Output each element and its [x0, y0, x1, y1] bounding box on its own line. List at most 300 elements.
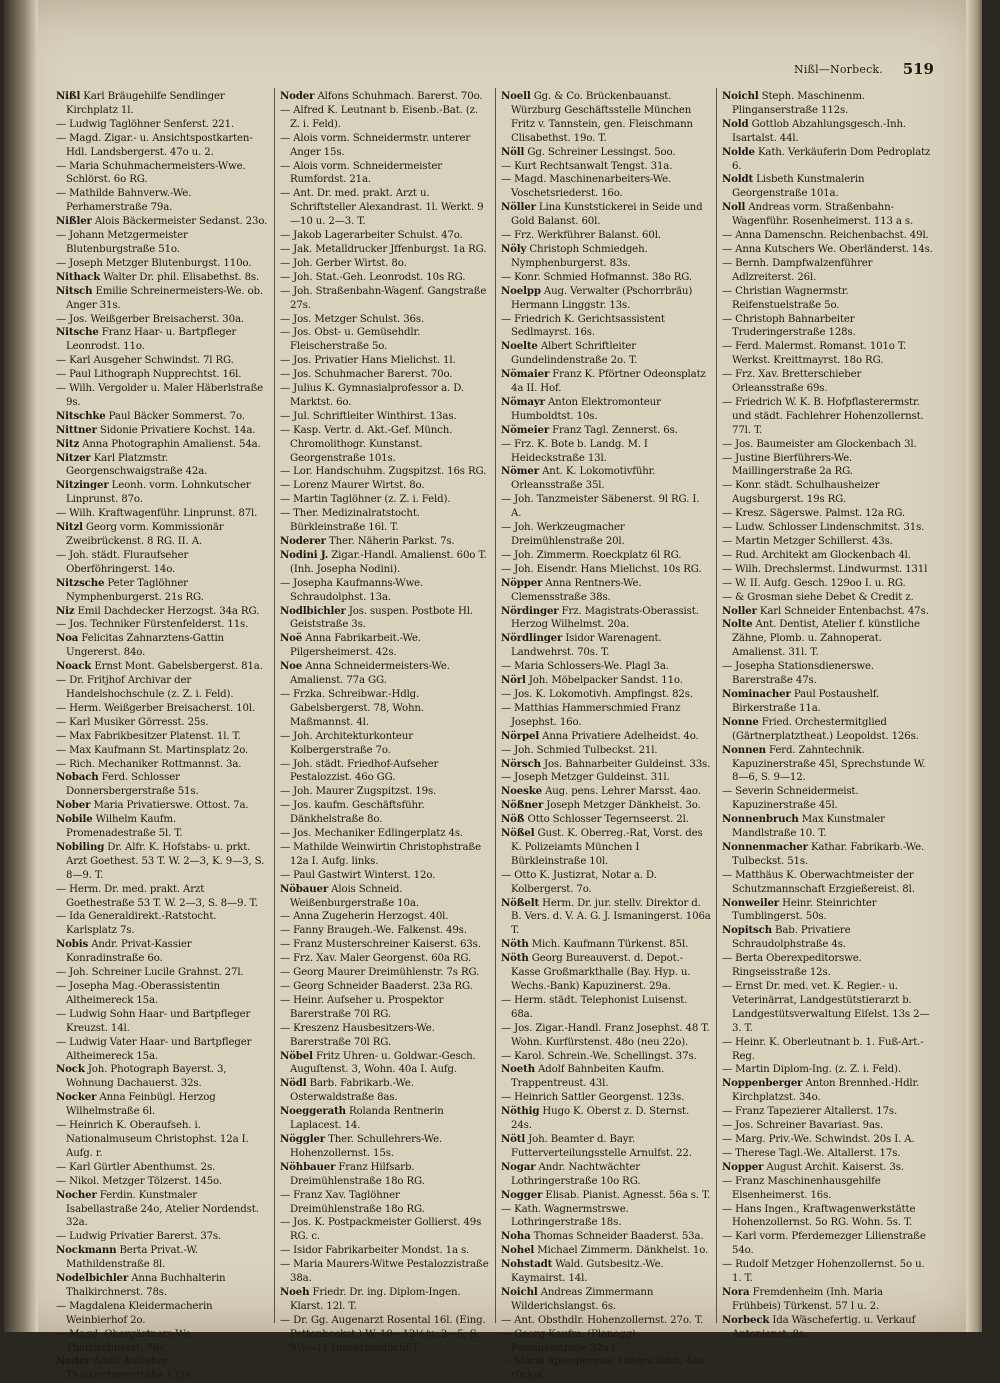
entry-details: Joseph Metzger Blutenburgst. 110o.	[69, 257, 252, 269]
directory-entry: — Magdalena Kleidermacherin Weinbierhof 2o.	[56, 1300, 213, 1326]
directory-entry	[501, 1133, 711, 1161]
entry-surname: Nömeier	[501, 423, 550, 436]
directory-entry	[280, 549, 490, 577]
entry-surname: Nobis	[56, 938, 89, 951]
entry-surname: Nitzl	[56, 521, 83, 534]
directory-entry	[280, 883, 490, 911]
entry-surname: Nöpper	[501, 576, 543, 589]
directory-entry	[56, 1244, 268, 1272]
entry-details: Herm. Dr. jur. stellv. Direktor d. B. Vers. d. V. A. G. J. Ismaningerst. 106a T.	[511, 897, 711, 937]
directory-entry: — Alfred K. Leutnant b. Eisenb.-Bat. (z. Z. i. Feld).	[280, 104, 478, 130]
directory-entry	[56, 521, 268, 549]
entry-details: Martin Diplom-Ing. (z. Z. i. Feld).	[735, 1064, 901, 1076]
entry-surname: Nocker	[56, 1091, 97, 1104]
entry-surname: Nittner	[56, 423, 97, 436]
column-rule	[495, 88, 496, 1323]
directory-entry: — Magd. Maschinenarbeiters-We. Voschetsriederst. 16o.	[501, 174, 672, 200]
entry-details: August Archit. Kaiserst. 3s.	[766, 1161, 904, 1173]
entry-surname: Nördinger	[501, 604, 559, 617]
entry-surname: Nonnenbruch	[722, 813, 799, 826]
entry-surname: Noeh	[280, 1285, 310, 1298]
entry-surname: Nitzer	[56, 451, 91, 464]
directory-entry	[56, 813, 268, 841]
directory-entry	[501, 785, 711, 799]
directory-entry: — Therese Tagl.-We. Altallerst. 17s.	[722, 1147, 901, 1159]
entry-details: Paul Bäcker Sommerst. 7o.	[108, 410, 245, 422]
directory-entry: — Kasp. Vertr. d. Akt.-Gef. Münch. Chromolithogr. Kunstanst. Georgenstraße 101s.	[280, 424, 453, 464]
entry-details: Alois vorm. Schneidermstr. unterer Anger 15s.	[290, 132, 471, 158]
directory-entry: — Jos. Zigar.-Handl. Franz Josephst. 48 T. Wohn. Kurfürstenst. 48o (neu 22o).	[501, 1022, 710, 1048]
entry-surname: Noldt	[722, 173, 754, 186]
entry-details: Johann Metzgermeister Blutenburgstraße 51o.	[66, 230, 188, 255]
entry-surname: Nolte	[722, 618, 753, 631]
directory-entry: — Franz Xav. Taglöhner Dreimühlenstraße 18o RG.	[280, 1189, 425, 1215]
entry-surname: Nißler	[56, 215, 92, 228]
entry-details: Andreas vorm. Straßenbahn-Wagenführ. Rosenheimerst. 113 a s.	[732, 202, 914, 228]
entry-surname: Nörpel	[501, 729, 540, 742]
directory-entry: — Jos. Weißgerber Breisacherst. 30a.	[56, 313, 244, 325]
directory-entry	[501, 674, 711, 688]
entry-details: Frz. Magistrats-Oberassist. Herzog Wilhelmst. 20a.	[511, 605, 699, 631]
directory-entry	[501, 1258, 711, 1286]
entry-details: Ferd. Schlosser Donnersbergerstraße 51s.	[66, 772, 199, 798]
directory-entry: — Martin Diplom-Ing. (z. Z. i. Feld).	[722, 1064, 901, 1076]
entry-details: Ant. Obsthdlr. Hohenzollernst. 27o. T.	[514, 1314, 704, 1326]
entry-details: Heinr. Aufseher u. Prospektor Barerstraße 70l RG.	[290, 994, 444, 1020]
entry-surname: Noller	[722, 604, 757, 617]
entry-surname: Noichl	[722, 90, 759, 102]
entry-details: Karl Bräugehilfe Sendlinger Kirchplatz 1l.	[66, 91, 225, 116]
entry-details: Joh. städt. Friedhof-Aufseher Pestalozzist. 46o GG.	[290, 758, 439, 784]
directory-entry: — Frz. Xav. Maler Georgenst. 60a RG.	[280, 953, 472, 965]
entry-details: Frz. K. Bote b. Landg. M. I Heideckstraße 13l.	[511, 438, 648, 464]
directory-entry: — Ludwig Privatier Barerst. 37s.	[56, 1231, 222, 1243]
directory-entry: — Joh. städt. Fluraufseher Oberföhringerst. 14o.	[56, 549, 189, 575]
entry-details: Kathar. Fabrikarb.-We. Tulbeckst. 51s.	[732, 841, 925, 867]
entry-surname: Nohstadt	[501, 1258, 553, 1271]
directory-entry: — Dr. Fritjhof Archivar der Handelshochschule (z. Z. i. Feld).	[56, 675, 234, 700]
entry-surname: Nöthig	[501, 1105, 540, 1118]
directory-entry: — Joh. Schmied Tulbeckst. 21l.	[501, 744, 658, 756]
entry-details: Jos. kaufm. Geschäftsführ. Dänkhelstraße 8o.	[290, 800, 425, 826]
directory-entry	[501, 1161, 711, 1189]
entry-surname: Nopper	[722, 1160, 764, 1173]
directory-entry	[280, 1050, 490, 1078]
directory-entry	[501, 1189, 711, 1203]
entry-details: Nikol. Metzger Tölzerst. 145o.	[69, 1175, 222, 1187]
entry-details: Joh. Photograph Bayerst. 3, Wohnung Dachauerst. 32s.	[66, 1064, 227, 1090]
entry-details: Heinr. Steinrichter Tumblingerst. 50s.	[732, 897, 877, 923]
entry-details: Ernst Dr. med. vet. K. Regier.- u. Veterinärrat, Landgestütstierarzt b. Landgestütsverwaltung Eiſelst. 13s 2—3. T.	[732, 981, 930, 1034]
directory-entry: — Kreszenz Hausbesitzers-We. Barerstraße 70l RG.	[280, 1022, 435, 1048]
directory-entry	[280, 1133, 490, 1161]
directory-entry: — Justine Bierführers-We. Maillingerstraße 2a RG.	[722, 452, 853, 478]
directory-entry: — Isidor Fabrikarbeiter Mondst. 1a s.	[280, 1245, 470, 1257]
entry-details: Joh. Zimmerm. Roeckplatz 6l RG.	[514, 549, 682, 561]
directory-entry	[280, 535, 490, 549]
directory-entry: — Jos. Mechaniker Edlingerplatz 4s.	[280, 828, 463, 840]
entry-details: Alfons Schuhmach. Barerst. 70o.	[317, 91, 483, 102]
directory-entry: — Wilh. Kraftwagenführ. Linprunst. 87l.	[56, 508, 258, 520]
entry-surname: Nöth	[501, 952, 529, 965]
directory-entry	[56, 410, 268, 424]
directory-entry	[722, 118, 934, 146]
entry-details: Ant. K. Lokomotivführ. Orleansstraße 35l.	[511, 466, 656, 492]
entry-details: W. II. Aufg. Gesch. 129oo I. u. RG.	[735, 577, 906, 589]
entry-surname: Nöth	[501, 938, 529, 951]
entry-details: Aug. pens. Lehrer Marsst. 4ao.	[545, 786, 701, 798]
entry-details: Jos. Weißgerber Breisacherst. 30a.	[69, 313, 244, 325]
entry-details: Friedr. Dr. ing. Diplom-Ingen. Klarst. 12l. T.	[290, 1286, 461, 1312]
directory-entry	[280, 1077, 490, 1105]
directory-entry: — Josepha Mag.-Oberassistentin Altheimereck 15a.	[56, 981, 220, 1006]
directory-entry: — Heinr. Aufseher u. Prospektor Barerstraße 70l RG.	[280, 994, 444, 1020]
directory-entry: — Josepha Kaufmanns-Wwe. Schraudolphst. 13a.	[280, 577, 424, 603]
entry-details: Heinrich K. Oberaufseh. i. Nationalmuseum Christophst. 12a I. Aufg. r.	[66, 1120, 249, 1159]
entry-surname: Nöly	[501, 242, 527, 255]
directory-entry: — Joh. Werkzeugmacher Dreimühlenstraße 20l.	[501, 522, 625, 547]
entry-details: Wilh. Vergolder u. Maler Häberlstraße 9s.	[66, 383, 264, 408]
directory-entry	[722, 716, 934, 744]
entry-details: Herm. Dr. med. prakt. Arzt Goethestraße 53 T. W. 2—3, S. 8—9. T.	[66, 883, 258, 909]
entry-details: Dr. Fritjhof Archivar der Handelshochschule (z. Z. i. Feld).	[66, 675, 234, 700]
entry-details: Anton Elektromonteur Humboldtst. 10s.	[511, 396, 661, 422]
entry-surname: Noelte	[501, 340, 538, 353]
entry-surname: Nominacher	[722, 687, 791, 700]
directory-entry: — Christoph Bahnarbeiter Truderingerstraße 128s.	[722, 313, 856, 339]
entry-details: Gg. & Co. Brückenbauanst. Würzburg Geschäftsstelle München Fritz v. Tannstein, gen. Fleischmann Clisabethst. 19o. T.	[511, 91, 693, 144]
directory-entry	[722, 605, 934, 619]
entry-surname: Nömayr	[501, 395, 545, 408]
entry-details: Lor. Handschuhm. Zugspitzst. 16s RG.	[293, 466, 487, 478]
directory-entry: — Lorenz Maurer Wirtst. 8o.	[280, 480, 425, 492]
entry-details: Karl Platzmstr. Georgenschwaigstraße 42a.	[66, 452, 208, 478]
entry-details: Andr. Nachtwächter Lothringerstraße 10o RG.	[511, 1161, 641, 1187]
entry-details: Mich. Kaufmann Türkenst. 85l.	[531, 939, 689, 951]
directory-entry: — Mathilde Bahnverw.-We. Perhamerstraße 79a.	[56, 188, 192, 214]
entry-surname: Nodlbichler	[280, 604, 346, 617]
directory-entry	[722, 1314, 934, 1342]
entry-details: Anton Brennhed.-Hdlr. Kirchplatzst. 34o.	[732, 1078, 920, 1104]
entry-surname: Norbeck	[722, 1313, 770, 1326]
entry-surname: Nitz	[56, 437, 80, 450]
entry-details: Elisab. Pianist. Agnesst. 56a s. T.	[545, 1189, 711, 1201]
entry-details: Joh. Tanzmeister Säbenerst. 9l RG. I. A.	[511, 494, 700, 520]
entry-details: Alois Bäckermeister Sedanst. 23o.	[94, 216, 268, 228]
directory-entry	[280, 1161, 490, 1189]
directory-entry: — Heinrich Sattler Georgenst. 123s.	[501, 1092, 685, 1104]
entry-details: Berta Privat.-W. Mathildenstraße 8l.	[66, 1245, 198, 1271]
entry-details: Therese Tagl.-We. Altallerst. 17s.	[735, 1147, 901, 1159]
directory-entry	[501, 1105, 711, 1133]
entry-surname: Nörsch	[501, 757, 541, 770]
entry-details: Friedrich W. K. B. Hofpflasterermstr. und städt. Fachlehrer Hohenzollernst. 77l. T.	[732, 396, 924, 436]
directory-entry: — Georg Kaufm. (Planegg) Pasingerstraße 32a l.	[501, 1328, 636, 1354]
entry-surname: Nitzinger	[56, 479, 109, 492]
directory-entry	[56, 660, 268, 674]
directory-entry	[501, 730, 711, 744]
entry-details: Andr. Privat-Kassier Konradinstraße 6o.	[66, 939, 192, 965]
directory-entry: — Georg Schneider Baaderst. 23a RG.	[280, 981, 473, 992]
directory-entry	[56, 1063, 268, 1091]
directory-entry	[280, 90, 490, 104]
directory-entry	[56, 577, 268, 605]
entry-details: Joseph Metzger Dänkhelst. 3o.	[546, 800, 701, 812]
entry-details: Max Fabrikbesitzer Platenst. 1l. T.	[69, 730, 241, 742]
entry-surname: Noppenberger	[722, 1077, 803, 1090]
directory-entry: — Magd. Obergärtners-We. Thalkirchnerst. 78s.	[56, 1328, 194, 1354]
directory-entry: — Martin Taglöhner (z. Z. i. Feld).	[280, 494, 451, 506]
directory-entry	[722, 841, 934, 869]
entry-details: Bab. Privatiere Schraudolphstraße 4s.	[732, 925, 851, 951]
entry-details: Gottlob Abzahlungsgesch.-Inh. Isartalst. 44l.	[732, 118, 906, 144]
entry-details: Jos. Metzger Schulst. 36s.	[293, 313, 425, 325]
directory-entry: — Wilh. Drechslermst. Lindwurmst. 131l	[722, 563, 928, 575]
entry-details: Alfred K. Leutnant b. Eisenb.-Bat. (z. Z. i. Feld).	[290, 104, 478, 130]
entry-details: Franz Maschinenhausgehilfe Elsenheimerst. 16s.	[732, 1175, 881, 1201]
directory-entry: — Karl Ausgeher Schwindst. 7l RG.	[56, 355, 234, 367]
entry-details: Emil Dachdecker Herzogst. 34a RG.	[77, 605, 260, 617]
entry-details: Jos. Obst- u. Gemüsehdlr. Fleischerstraße 5o.	[290, 327, 421, 353]
directory-entry: — Ida Generaldirekt.-Ratstocht. Karlsplatz 7s.	[56, 911, 217, 937]
entry-details: Frz. Xav. Maler Georgenst. 60a RG.	[293, 953, 472, 965]
entry-details: Isidor Fabrikarbeiter Mondst. 1a s.	[293, 1245, 470, 1257]
directory-entry	[501, 897, 711, 939]
entry-surname: Niz	[56, 604, 75, 617]
entry-details: Fanny Braugeh.-We. Falkenst. 49s.	[293, 925, 467, 937]
entry-details: Alois Schneid. Weißenburgerstraße 10a.	[290, 883, 419, 909]
entry-details: Karl Ausgeher Schwindst. 7l RG.	[69, 355, 234, 367]
entry-surname: Noeske	[501, 785, 542, 798]
entry-surname: Noelpp	[501, 284, 541, 297]
entry-details: Karl Schneider Entenbachst. 47s.	[759, 605, 929, 617]
directory-entry: — Ther. Medizinalratstocht. Bürkleinstraße 16l. T.	[280, 508, 420, 534]
entry-details: Ida Generaldirekt.-Ratstocht. Karlsplatz 7s.	[66, 911, 217, 937]
entry-details: Magd. Maschinenarbeiters-We. Voschetsriederst. 16o.	[511, 174, 672, 200]
directory-entry: — Kurt Rechtsanwalt Tengst. 31a.	[501, 160, 673, 172]
entry-details: Anna Buchhalterin Thalkirchnerst. 78s.	[66, 1273, 226, 1298]
entry-details: & Grosman siehe Debet & Credit z.	[735, 591, 914, 603]
entry-details: Berta Oberexpeditorswe. Ringseisstraße 12s.	[732, 953, 862, 979]
entry-surname: Nöbel	[280, 1049, 313, 1062]
entry-details: Konr. städt. Schulhausheizer Augsburgerst. 19s RG.	[732, 480, 880, 506]
directory-entry: — Joh. Schreiner Lucile Grahnst. 27l.	[56, 967, 244, 979]
directory-entry: — Ludw. Schlosser Lindenschmitst. 31s.	[722, 522, 925, 534]
directory-entry: — Paul Lithograph Nupprechtst. 16l.	[56, 369, 242, 381]
entry-details: Matthias Hammerschmied Franz Josephst. 16o.	[511, 702, 681, 728]
directory-entry: — Anna Zugeherin Herzogst. 40l.	[280, 911, 449, 923]
entry-details: Bernh. Dampfwalzenführer Adlzreiterst. 26l.	[732, 257, 873, 283]
directory-entry: — Jos. kaufm. Geschäftsführ. Dänkhelstraße 8o.	[280, 800, 425, 826]
directory-entry: — Paul Gastwirt Winterst. 12o.	[280, 869, 436, 881]
entry-details: Anna Schneidermeisters-We. Amalienst. 77a GG.	[290, 661, 450, 687]
directory-entry: — Joh. Straßenbahn-Wagenf. Gangstraße 27s.	[280, 285, 487, 311]
directory-entry	[56, 90, 268, 118]
directory-entry	[722, 146, 934, 174]
entry-details: Steph. Maschinenm. Plinganserstraße 112s.	[732, 91, 865, 116]
entry-details: Gust. K. Oberreg.-Rat, Vorst. des K. Polizeiamts München I Bürkleinstraße 10l.	[511, 828, 703, 867]
directory-entry	[722, 1077, 934, 1105]
directory-entry: — Georg Maurer Dreimühlenstr. 7s RG.	[280, 967, 480, 979]
page-number: 519	[902, 60, 934, 78]
entry-details: Jos. Techniker Fürstenfelderst. 11s.	[69, 619, 249, 631]
directory-entry: — Dr. Gg. Augenarzt Rosental 16l. (Eing. Pettenbeckst.) W. 10—12½/u. 2—5, S. 9½—11 (unverbindlich) T.	[280, 1314, 486, 1354]
directory-entry: — Berta Oberexpeditorswe. Ringseisstraße 12s.	[722, 953, 862, 979]
directory-entry	[501, 813, 711, 827]
directory-entry	[56, 285, 268, 313]
entry-details: Karl Gürtler Abenthumst. 2s.	[69, 1161, 216, 1173]
entry-details: Albert Schriftleiter Gundelindenstraße 2o. T.	[511, 341, 638, 367]
directory-entry: — Karl vorm. Pferdemezger Lilienstraße 54o.	[722, 1231, 926, 1257]
entry-details: Josepha Stationsdienerswe. Barerstraße 47s.	[732, 661, 875, 687]
entry-details: Lorenz Maurer Wirtst. 8o.	[293, 480, 425, 492]
directory-entry: — Herm. städt. Telephonist Luisenst. 68a.	[501, 994, 688, 1020]
directory-entry: — Severin Schneidermeist. Kapuzinerstraße 45l.	[722, 786, 859, 812]
entry-details: Matthäus K. Oberwachtmeister der Schutzmannschaft Erzgießereist. 8l.	[732, 869, 915, 895]
column-2	[280, 90, 490, 1354]
directory-entry	[501, 758, 711, 772]
entry-surname: Nitsche	[56, 326, 99, 339]
directory-entry	[501, 952, 711, 994]
directory-entry: — Nikol. Metzger Tölzerst. 145o.	[56, 1175, 222, 1187]
directory-entry	[56, 326, 268, 354]
entry-surname: Nolde	[722, 145, 755, 158]
directory-entry: — Maria Schuhmachermeisters-Wwe. Schlörst. 6o RG.	[56, 160, 246, 186]
entry-details: Jul. Schriftleiter Winthirst. 13as.	[293, 410, 457, 422]
entry-details: Joh. Stat.-Geh. Leonrodst. 10s RG.	[293, 271, 466, 283]
directory-entry: — Jak. Metalldrucker Jffenburgst. 1a RG.	[280, 243, 487, 255]
entry-details: Franz Tapezierer Altallerst. 17s.	[735, 1106, 898, 1118]
directory-entry: — Jakob Lagerarbeiter Schulst. 47o.	[280, 230, 463, 242]
entry-details: Rolanda Rentnerin Laplacest. 14.	[290, 1106, 444, 1132]
directory-entry: — Jos. Techniker Fürstenfelderst. 11s.	[56, 619, 249, 631]
entry-details: Jos. Bahnarbeiter Guldeinst. 33s.	[544, 758, 711, 770]
directory-entry	[56, 799, 268, 813]
directory-entry	[501, 90, 711, 146]
entry-details: Anna Damenschn. Reichenbachst. 49l.	[735, 230, 929, 242]
directory-entry: — Martin Metzger Schillerst. 43s.	[722, 536, 893, 547]
directory-entry	[501, 201, 711, 229]
entry-details: Karol. Schrein.-We. Schellingst. 37s.	[514, 1050, 697, 1062]
entry-surname: Noeth	[501, 1063, 535, 1076]
entry-details: Ther. Medizinalratstocht. Bürkleinstraße 16l. T.	[290, 508, 420, 534]
directory-entry: — Johann Metzgermeister Blutenburgstraße 51o.	[56, 230, 188, 255]
directory-entry: — Joh. Zimmerm. Roeckplatz 6l RG.	[501, 549, 682, 561]
directory-entry: — & Grosman siehe Debet & Credit z.	[722, 591, 914, 603]
entry-details: Marg. Priv.-We. Schwindst. 20s I. A.	[735, 1133, 915, 1145]
directory-entry: — W. II. Aufg. Gesch. 129oo I. u. RG.	[722, 577, 906, 589]
entry-details: Ludwig Taglöhner Senferst. 221.	[69, 118, 235, 130]
entry-surname: Nitschke	[56, 409, 106, 422]
directory-entry	[722, 201, 934, 229]
entry-details: Rudolf Metzger Hohenzollernst. 5o u. 1. T.	[732, 1259, 925, 1285]
entry-details: Jos. Baumeister am Glockenbach 3l.	[735, 438, 917, 450]
entry-details: Anna Fabrikarbeit.-We. Pilgersheimerst. 42s.	[290, 633, 421, 659]
directory-entry	[56, 632, 268, 660]
directory-entry: — Franz Tapezierer Altallerst. 17s.	[722, 1106, 898, 1118]
directory-entry: — Joh. Stat.-Geh. Leonrodst. 10s RG.	[280, 271, 466, 283]
directory-entry	[56, 479, 268, 507]
entry-details: Josepha Mag.-Oberassistentin Altheimereck 15a.	[66, 981, 220, 1006]
entry-details: Joh. Möbelpacker Sandst. 11o.	[528, 675, 683, 687]
entry-details: Maria Maurers-Witwe Pestalozzistraße 38a.	[290, 1259, 489, 1285]
entry-details: Adolf Aufseher Thalkirchnerstraße 133s.	[66, 1356, 194, 1382]
directory-entry: — Frz. Werkführer Balanst. 60l.	[501, 230, 661, 242]
entry-surname: Nonnen	[722, 743, 766, 756]
entry-details: Christoph Bahnarbeiter Truderingerstraße 128s.	[732, 313, 856, 339]
entry-details: Peter Taglöhner Nymphenburgerst. 21s RG.	[66, 577, 204, 603]
directory-entry: — Joh. städt. Friedhof-Aufseher Pestalozzist. 46o GG.	[280, 758, 439, 784]
entry-details: Felicitas Zahnarztens-Gattin Ungererst. 84o.	[66, 633, 224, 659]
entry-details: Martin Taglöhner (z. Z. i. Feld).	[293, 494, 451, 506]
entry-details: Anna Zugeherin Herzogst. 40l.	[293, 911, 449, 923]
entry-surname: Noderer	[280, 535, 326, 547]
directory-entry	[501, 632, 711, 660]
directory-entry	[56, 605, 268, 619]
entry-details: Maria Schlossers-We. Plagl 3a.	[514, 661, 669, 673]
directory-entry: — Ludwig Vater Haar- und Bartpfleger Altheimereck 15a.	[56, 1036, 252, 1062]
entry-details: Christian Wagnermstr. Reifenstuelstraße 5o.	[732, 285, 849, 311]
entry-surname: Nörl	[501, 674, 526, 687]
entry-surname: Nitzsche	[56, 576, 105, 589]
directory-entry	[501, 285, 711, 313]
entry-details: Dr. Gg. Augenarzt Rosental 16l. (Eing. Pettenbeckst.) W. 10—12½/u. 2—5, S. 9½—11 (unverbindlich) T.	[290, 1314, 486, 1354]
entry-details: Karl Musiker Görresst. 25s.	[69, 716, 209, 728]
directory-entry	[56, 271, 268, 285]
directory-entry	[501, 146, 711, 160]
entry-details: Jos. K. Lokomotivh. Ampfingst. 82s.	[514, 688, 693, 700]
entry-surname: Nöller	[501, 201, 536, 214]
directory-entry	[56, 215, 268, 229]
entry-surname: Noll	[722, 201, 746, 214]
directory-entry: — Karl Gürtler Abenthumst. 2s.	[56, 1161, 216, 1173]
entry-details: Franz Hilfsarb. Dreimühlenstraße 18o RG.	[290, 1161, 425, 1187]
running-header	[794, 60, 934, 80]
entry-surname: Noha	[501, 1230, 531, 1243]
entry-details: Ferd. Malermst. Romanst. 101o T. Werkst. Kreittmayrst. 18o RG.	[732, 341, 907, 367]
entry-details: Jos. Zigar.-Handl. Franz Josephst. 48 T. Wohn. Kurfürstenst. 48o (neu 22o).	[511, 1022, 710, 1048]
directory-entry: — Franz Maschinenhausgehilfe Elsenheimerst. 16s.	[722, 1175, 881, 1201]
entry-surname: Nocher	[56, 1188, 97, 1201]
directory-entry: — Kath. Wagnermstrswe. Lothringerstraße 18s.	[501, 1203, 629, 1229]
entry-details: Jos. Schuhmacher Barerst. 70o.	[293, 369, 453, 381]
entry-details: Barb. Fabrikarb.-We. Osterwaldstraße 8as.	[290, 1078, 414, 1104]
entry-surname: Nodelbichler	[56, 1272, 129, 1285]
entry-details: Max Kaufmann St. Martinsplatz 2o.	[69, 744, 249, 756]
entry-surname: Nördlinger	[501, 632, 563, 645]
entry-details: Ant. Dr. med. prakt. Arzt u. Schriftsteller Alexandrast. 1l. Werkt. 9—10 u. 2—3. T.	[290, 188, 484, 228]
entry-details: Anna Photographin Amalienst. 54a.	[82, 438, 261, 450]
directory-entry	[501, 424, 711, 438]
directory-entry: — Kresz. Sägerswe. Palmst. 12a RG.	[722, 508, 905, 520]
entry-details: Kasp. Vertr. d. Akt.-Gef. Münch. Chromolithogr. Kunstanst. Georgenstraße 101s.	[290, 424, 453, 464]
entry-surname: Nock	[56, 1063, 85, 1076]
entry-details: Franz Musterschreiner Kaiserst. 63s.	[293, 939, 481, 951]
directory-entry: — Jos. K. Postpackmeister Gollierst. 49s RG. c.	[280, 1217, 482, 1243]
entry-details: Ferd. Zahntechnik. Kapuzinerstraße 45l, Sprechstunde W. 8—6, S. 9—12.	[732, 744, 926, 784]
entry-surname: Nobiling	[56, 840, 105, 853]
directory-entry: — Alois vorm. Schneidermeister Rumfordst. 21a.	[280, 160, 442, 186]
directory-entry	[56, 424, 268, 438]
entry-details: Franz Haar- u. Bartpfleger Leonrodst. 11o.	[66, 327, 237, 353]
directory-entry	[501, 827, 711, 869]
entry-surname: Nohel	[501, 1244, 535, 1257]
directory-entry: — Maria Spenglerswe. Osterwaldst. 4ao rückw.	[501, 1356, 704, 1382]
entry-surname: Noichl	[501, 1285, 538, 1298]
directory-entry: — Ludwig Taglöhner Senferst. 221.	[56, 118, 235, 130]
directory-entry	[56, 771, 268, 799]
entry-details: Magdalena Kleidermacherin Weinbierhof 2o.	[66, 1300, 213, 1326]
